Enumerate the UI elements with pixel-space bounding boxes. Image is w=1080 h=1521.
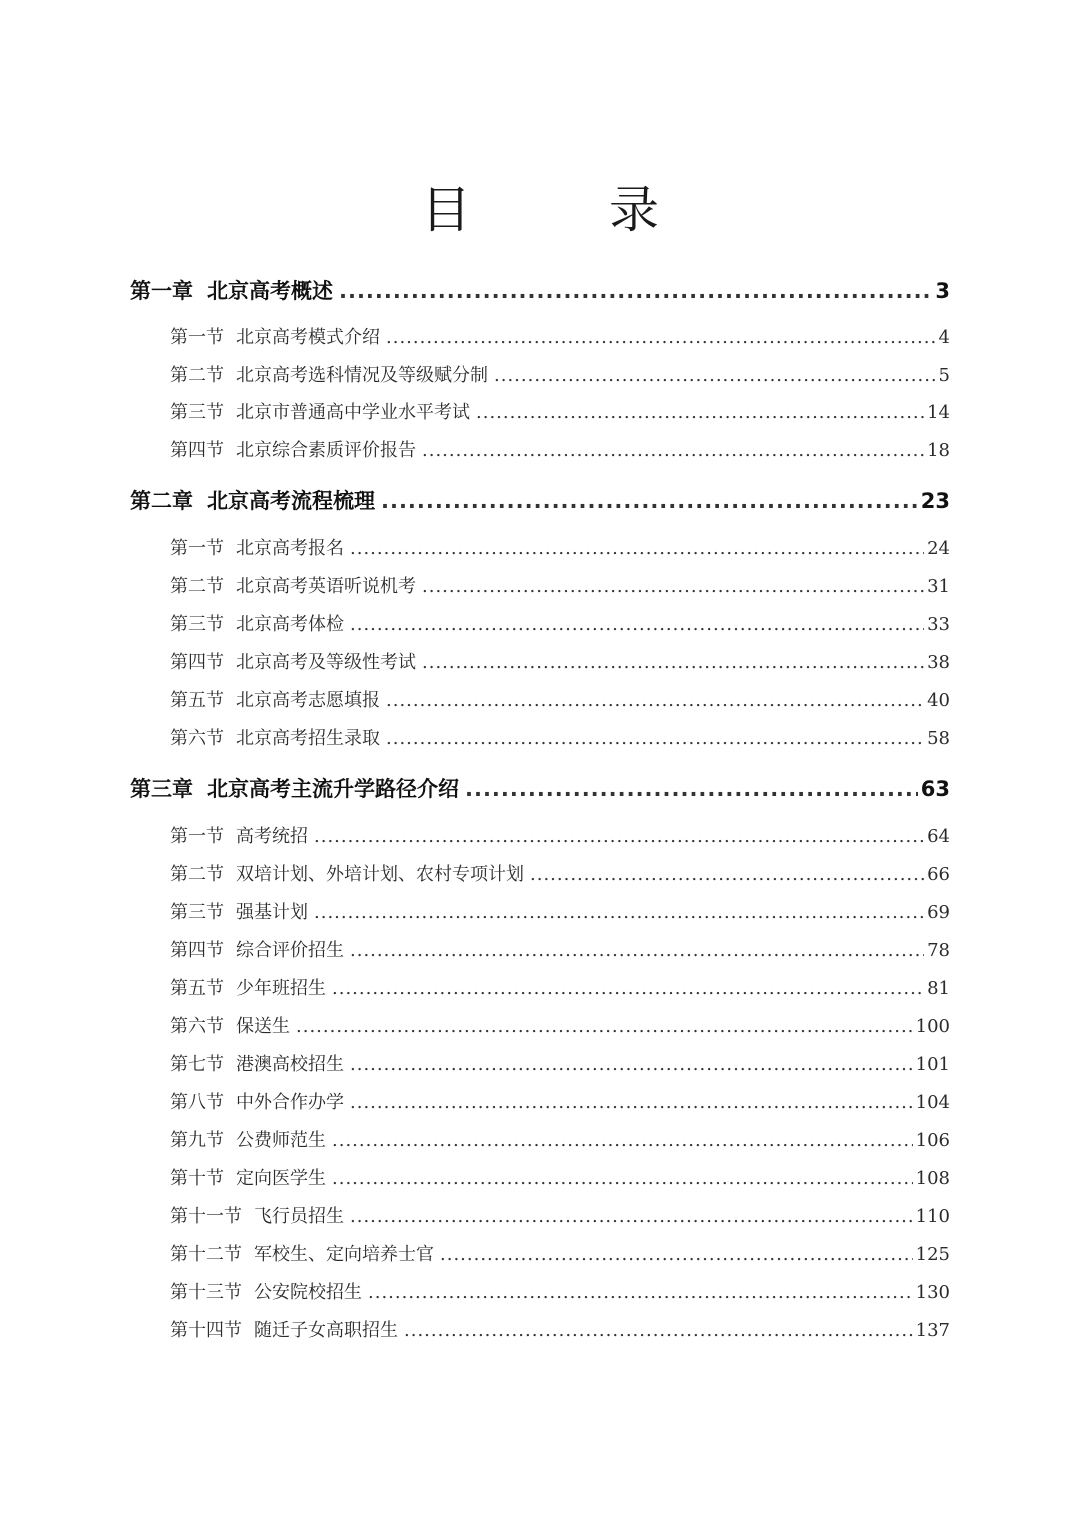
section-number: 第十二节 — [170, 1244, 242, 1265]
section-number: 第十四节 — [170, 1320, 242, 1341]
section-page-number: 31 — [927, 576, 950, 597]
toc-section[interactable] — [170, 1165, 950, 1193]
dot-leader — [530, 861, 924, 889]
dot-leader — [350, 937, 924, 965]
toc-section[interactable] — [170, 324, 950, 352]
section-title: 公安院校招生 — [254, 1282, 362, 1303]
dot-leader — [404, 1317, 913, 1345]
dot-leader — [422, 573, 924, 601]
section-title: 军校生、定向培养士官 — [254, 1244, 434, 1265]
section-number: 第二节 — [170, 864, 224, 885]
dot-leader — [386, 687, 924, 715]
section-number: 第三节 — [170, 614, 224, 635]
chapter-page-number: 63 — [920, 777, 950, 801]
chapter-page-number: 3 — [935, 279, 950, 303]
dot-leader — [296, 1013, 913, 1041]
section-title: 高考统招 — [236, 826, 308, 847]
section-page-number: 101 — [915, 1054, 950, 1075]
toc-section[interactable] — [170, 1089, 950, 1117]
section-page-number: 81 — [927, 978, 950, 999]
chapter-number: 第三章 — [130, 777, 193, 801]
dot-leader — [332, 1165, 913, 1193]
section-number: 第三节 — [170, 402, 224, 423]
toc-chapter-1[interactable] — [130, 276, 950, 306]
section-page-number: 18 — [927, 440, 950, 461]
section-page-number: 130 — [915, 1282, 950, 1303]
toc-section[interactable] — [170, 1051, 950, 1079]
toc-section[interactable] — [170, 1317, 950, 1345]
section-title: 定向医学生 — [236, 1168, 326, 1189]
toc-section[interactable] — [170, 975, 950, 1003]
section-title: 中外合作办学 — [236, 1092, 344, 1113]
section-number: 第三节 — [170, 902, 224, 923]
section-title: 公费师范生 — [236, 1130, 326, 1151]
chapter-title: 北京高考流程梳理 — [207, 489, 375, 513]
toc-section[interactable] — [170, 687, 950, 715]
section-page-number: 108 — [915, 1168, 950, 1189]
section-number: 第十三节 — [170, 1282, 242, 1303]
dot-leader — [465, 774, 918, 804]
chapter-page-number: 23 — [920, 489, 950, 513]
section-page-number: 100 — [915, 1016, 950, 1037]
section-title: 北京市普通高中学业水平考试 — [236, 402, 470, 423]
section-number: 第四节 — [170, 940, 224, 961]
toc-section[interactable] — [170, 535, 950, 563]
section-number: 第四节 — [170, 652, 224, 673]
section-page-number: 38 — [927, 652, 950, 673]
section-page-number: 137 — [915, 1320, 950, 1341]
dot-leader — [314, 899, 924, 927]
section-number: 第一节 — [170, 327, 224, 348]
section-page-number: 64 — [927, 826, 950, 847]
toc-section[interactable] — [170, 1127, 950, 1155]
section-page-number: 40 — [927, 690, 950, 711]
toc-section[interactable] — [170, 1279, 950, 1307]
section-number: 第一节 — [170, 826, 224, 847]
dot-leader — [314, 823, 924, 851]
section-page-number: 24 — [927, 538, 950, 559]
section-number: 第十一节 — [170, 1206, 242, 1227]
section-page-number: 58 — [927, 728, 950, 749]
section-page-number: 69 — [927, 902, 950, 923]
dot-leader — [350, 611, 924, 639]
toc-section[interactable] — [170, 1013, 950, 1041]
toc-section[interactable] — [170, 649, 950, 677]
section-number: 第二节 — [170, 365, 224, 386]
chapter-title: 北京高考概述 — [207, 279, 333, 303]
section-title: 随迁子女高职招生 — [254, 1320, 398, 1341]
section-title: 北京高考招生录取 — [236, 728, 380, 749]
toc-section[interactable] — [170, 611, 950, 639]
toc-section[interactable] — [170, 1241, 950, 1269]
section-number: 第四节 — [170, 440, 224, 461]
dot-leader — [494, 362, 936, 390]
section-title: 综合评价招生 — [236, 940, 344, 961]
toc-section[interactable] — [170, 823, 950, 851]
section-title: 北京高考及等级性考试 — [236, 652, 416, 673]
section-title: 北京高考选科情况及等级赋分制 — [236, 365, 488, 386]
dot-leader — [368, 1279, 913, 1307]
section-title: 强基计划 — [236, 902, 308, 923]
section-number: 第六节 — [170, 728, 224, 749]
section-title: 保送生 — [236, 1016, 290, 1037]
toc-chapter-2[interactable] — [130, 486, 950, 516]
section-page-number: 5 — [938, 365, 950, 386]
chapter-number: 第二章 — [130, 489, 193, 513]
section-title: 飞行员招生 — [254, 1206, 344, 1227]
section-page-number: 110 — [915, 1206, 950, 1227]
section-page-number: 104 — [915, 1092, 950, 1113]
section-title: 北京高考志愿填报 — [236, 690, 380, 711]
toc-section[interactable] — [170, 1203, 950, 1231]
section-page-number: 106 — [915, 1130, 950, 1151]
section-title: 北京高考英语听说机考 — [236, 576, 416, 597]
chapter-number: 第一章 — [130, 279, 193, 303]
dot-leader — [386, 725, 924, 753]
chapter-title: 北京高考主流升学路径介绍 — [207, 777, 459, 801]
section-number: 第六节 — [170, 1016, 224, 1037]
section-page-number: 125 — [915, 1244, 950, 1265]
dot-leader — [350, 1089, 913, 1117]
section-page-number: 14 — [927, 402, 950, 423]
section-title: 北京综合素质评价报告 — [236, 440, 416, 461]
toc-section[interactable] — [170, 861, 950, 889]
dot-leader — [440, 1241, 913, 1269]
toc-chapter-3[interactable] — [130, 774, 950, 804]
dot-leader — [350, 1051, 913, 1079]
dot-leader — [350, 1203, 913, 1231]
section-title: 北京高考模式介绍 — [236, 327, 380, 348]
toc-section[interactable] — [170, 573, 950, 601]
section-title: 北京高考体检 — [236, 614, 344, 635]
section-page-number: 4 — [938, 327, 950, 348]
page-title: 目 录 — [421, 181, 703, 239]
section-number: 第十节 — [170, 1168, 224, 1189]
toc-section[interactable] — [170, 362, 950, 390]
toc-section[interactable] — [170, 937, 950, 965]
section-number: 第七节 — [170, 1054, 224, 1075]
dot-leader — [332, 975, 924, 1003]
dot-leader — [350, 535, 924, 563]
section-number: 第九节 — [170, 1130, 224, 1151]
dot-leader — [422, 437, 924, 465]
section-page-number: 33 — [927, 614, 950, 635]
dot-leader — [476, 399, 924, 427]
toc-section[interactable] — [170, 399, 950, 427]
section-number: 第一节 — [170, 538, 224, 559]
toc-section[interactable] — [170, 899, 950, 927]
section-title: 双培计划、外培计划、农村专项计划 — [236, 864, 524, 885]
section-number: 第二节 — [170, 576, 224, 597]
section-title: 少年班招生 — [236, 978, 326, 999]
section-number: 第八节 — [170, 1092, 224, 1113]
section-title: 北京高考报名 — [236, 538, 344, 559]
section-number: 第五节 — [170, 978, 224, 999]
dot-leader — [386, 324, 936, 352]
dot-leader — [422, 649, 924, 677]
dot-leader — [381, 486, 918, 516]
section-page-number: 66 — [927, 864, 950, 885]
dot-leader — [332, 1127, 913, 1155]
toc-section[interactable] — [170, 725, 950, 753]
dot-leader — [339, 276, 932, 306]
toc-section[interactable] — [170, 437, 950, 465]
section-title: 港澳高校招生 — [236, 1054, 344, 1075]
section-page-number: 78 — [927, 940, 950, 961]
section-number: 第五节 — [170, 690, 224, 711]
